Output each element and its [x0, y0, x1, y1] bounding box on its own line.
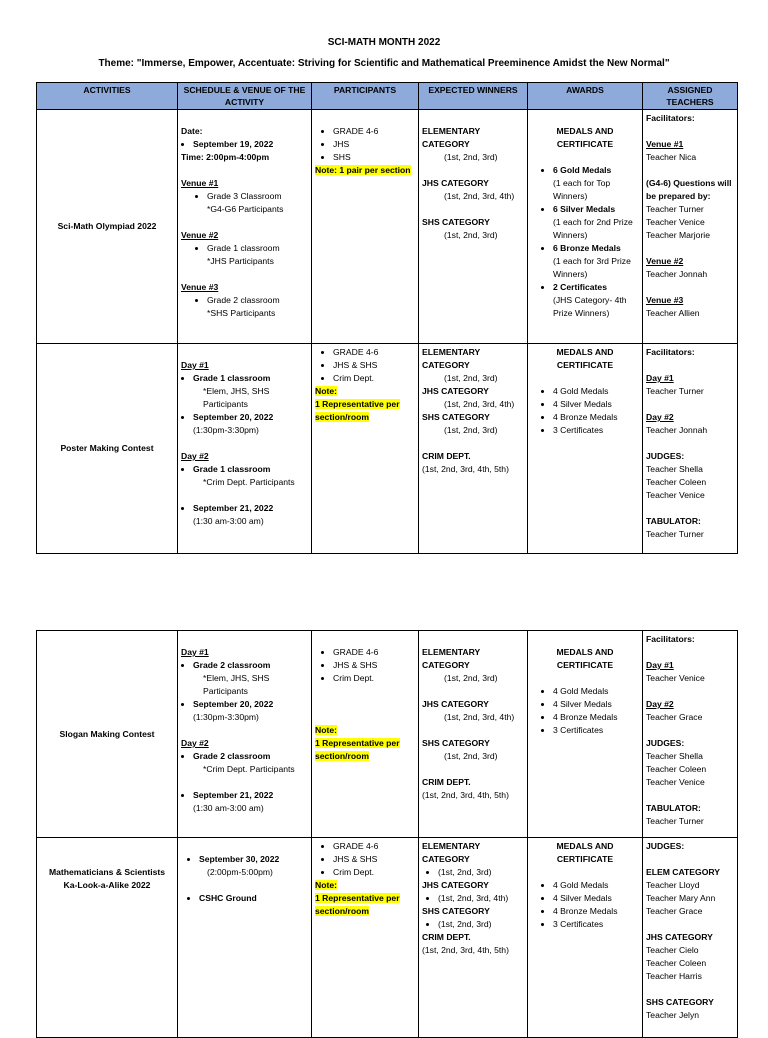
winner-category: CRIM DEPT.: [422, 777, 471, 787]
awards-cell: [528, 838, 643, 1038]
teacher-name: Teacher Venice: [646, 490, 705, 500]
facilitators-label: Facilitators:: [646, 113, 695, 123]
day-date: • September 21, 2022: [193, 789, 308, 802]
day-time: (1:30pm-3:30pm): [193, 425, 259, 435]
award-item: • 4 Bronze Medals: [553, 711, 639, 724]
teacher-name: Teacher Shella: [646, 464, 703, 474]
teacher-name: Teacher Lloyd: [646, 880, 700, 890]
teachers-cell: [643, 110, 738, 344]
winner-ranks: • (1st, 2nd, 3rd, 4th): [438, 892, 524, 905]
expected-winners-cell: [419, 344, 528, 554]
winner-category: CRIM DEPT.: [422, 451, 471, 461]
winner-ranks: (1st, 2nd, 3rd): [444, 673, 498, 683]
award-item: • 4 Gold Medals: [553, 685, 639, 698]
expected-winners-cell: [419, 838, 528, 1038]
table-row: [37, 838, 738, 1038]
note-label: Note:: [315, 880, 337, 890]
participant-group: • Crim Dept.: [333, 866, 415, 879]
teachers-cell: [643, 344, 738, 554]
schedule-table-page-2: [36, 630, 738, 1038]
venue-participants: *G4-G6 Participants: [207, 204, 284, 214]
awards-cell: [528, 631, 643, 838]
venue-label: Venue #1: [181, 178, 219, 188]
awards-cell: [528, 110, 643, 344]
winner-ranks: (1st, 2nd, 3rd, 4th): [444, 399, 515, 409]
teacher-name: Teacher Jonnah: [646, 425, 708, 435]
award-item: • 2 Certificates (JHS Category- 4th Prize Winners): [553, 281, 639, 320]
participant-group: • Crim Dept.: [333, 672, 415, 685]
day-place: • Grade 2 classroom: [193, 659, 308, 672]
winner-category: ELEMENTARY CATEGORY: [422, 841, 481, 864]
award-item: • 4 Bronze Medals: [553, 411, 639, 424]
award-item: • 6 Bronze Medals (1 each for 3rd Prize Winners): [553, 242, 639, 281]
winner-category: ELEMENTARY CATEGORY: [422, 647, 481, 670]
venue-place: • Grade 3 Classroom: [207, 190, 308, 203]
winner-category: CRIM DEPT.: [422, 932, 471, 942]
teacher-name: Teacher Turner: [646, 386, 704, 396]
winner-category: JHS CATEGORY: [422, 699, 489, 709]
judges-label: JUDGES:: [646, 451, 685, 461]
header-activities: ACTIVITIES: [37, 83, 178, 110]
day-participants: *Crim Dept. Participants: [203, 477, 295, 487]
teacher-name: Teacher Cielo: [646, 945, 699, 955]
participant-group: • Crim Dept.: [333, 372, 415, 385]
awards-title: MEDALS AND CERTIFICATE: [556, 126, 614, 149]
winner-ranks: (1st, 2nd, 3rd): [444, 230, 498, 240]
teachers-cell: [643, 838, 738, 1038]
venue-place: • Grade 2 classroom: [207, 294, 308, 307]
venue-label: Venue #3: [181, 282, 219, 292]
note-label: Note:: [315, 725, 337, 735]
teacher-name: Teacher Grace: [646, 906, 703, 916]
winner-category: JHS CATEGORY: [422, 386, 489, 396]
winner-category: ELEMENTARY CATEGORY: [422, 347, 481, 370]
award-item: • 4 Bronze Medals: [553, 905, 639, 918]
award-item: • 6 Gold Medals (1 each for Top Winners): [553, 164, 639, 203]
participant-group: • JHS & SHS: [333, 359, 415, 372]
day-date: • September 21, 2022: [193, 502, 308, 515]
winner-ranks: (1st, 2nd, 3rd): [444, 152, 498, 162]
teacher-name: Teacher Coleen: [646, 958, 707, 968]
award-item: • 3 Certificates: [553, 918, 639, 931]
participants-note: 1 Representative per section/room: [315, 738, 400, 761]
winner-category: JHS CATEGORY: [422, 880, 489, 890]
award-item: • 3 Certificates: [553, 424, 639, 437]
award-item: • 4 Silver Medals: [553, 892, 639, 905]
day-label: Day #2: [646, 699, 674, 709]
winner-ranks: (1st, 2nd, 3rd): [444, 425, 498, 435]
day-date: • September 20, 2022: [193, 411, 308, 424]
facilitators-label: Facilitators:: [646, 347, 695, 357]
day-place: • Grade 1 classroom: [193, 463, 308, 476]
winner-category: SHS CATEGORY: [422, 906, 490, 916]
activity-cell: Sci-Math Olympiad 2022: [37, 110, 178, 344]
teacher-name: Teacher Turner: [646, 816, 704, 826]
participant-group: • GRADE 4-6: [333, 840, 415, 853]
award-item: • 6 Silver Medals (1 each for 2nd Prize Winners): [553, 203, 639, 242]
winner-ranks: (1st, 2nd, 3rd, 4th, 5th): [422, 790, 509, 800]
participant-group: • JHS & SHS: [333, 853, 415, 866]
schedule-cell: [178, 110, 312, 344]
activity-cell: Slogan Making Contest: [37, 631, 178, 838]
teacher-name: Teacher Shella: [646, 751, 703, 761]
expected-winners-cell: [419, 110, 528, 344]
activity-cell: Poster Making Contest: [37, 344, 178, 554]
day-label: Day #2: [646, 412, 674, 422]
participant-group: • GRADE 4-6: [333, 646, 415, 659]
header-participants: PARTICIPANTS: [312, 83, 419, 110]
day-label: Day #1: [181, 647, 209, 657]
day-label: Day #2: [181, 451, 209, 461]
winner-ranks: (1st, 2nd, 3rd, 4th): [444, 191, 515, 201]
category-label: JHS CATEGORY: [646, 932, 713, 942]
venue-label: Venue #3: [646, 295, 684, 305]
schedule-date: • September 19, 2022: [193, 138, 308, 151]
participants-cell: [312, 631, 419, 838]
teacher-name: Teacher Coleen: [646, 764, 707, 774]
day-label: Day #1: [646, 660, 674, 670]
day-participants: *Elem, JHS, SHS Participants: [203, 386, 270, 409]
winner-category: ELEMENTARY CATEGORY: [422, 126, 481, 149]
venue-label: Venue #2: [646, 256, 684, 266]
participants-cell: [312, 110, 419, 344]
day-time: (1:30 am-3:00 am): [193, 516, 264, 526]
schedule-cell: [178, 838, 312, 1038]
day-participants: *Elem, JHS, SHS Participants: [203, 673, 270, 696]
expected-winners-cell: [419, 631, 528, 838]
venue-label: Venue #1: [646, 139, 684, 149]
teacher-name: Teacher Coleen: [646, 477, 707, 487]
table-header-row: [37, 83, 738, 110]
day-date: • September 20, 2022: [193, 698, 308, 711]
venue-place: • Grade 1 classroom: [207, 242, 308, 255]
day-label: Day #1: [646, 373, 674, 383]
participant-group: • GRADE 4-6: [333, 125, 415, 138]
participant-group: • JHS: [333, 138, 415, 151]
table-row: [37, 344, 738, 554]
table-row: [37, 110, 738, 344]
tabulator-label: TABULATOR:: [646, 516, 701, 526]
schedule-table-page-1: [36, 82, 738, 554]
facilitators-label: Facilitators:: [646, 634, 695, 644]
teacher-name: Teacher Allien: [646, 308, 700, 318]
award-item: • 4 Silver Medals: [553, 698, 639, 711]
document-theme: Theme: "Immerse, Empower, Accentuate: Striving for Scientific and Mathematical Preeminence Amidst the New Normal": [98, 58, 670, 69]
teacher-name: Teacher Venice: [646, 217, 705, 227]
winner-ranks: • (1st, 2nd, 3rd): [438, 866, 524, 879]
day-place: • Grade 2 classroom: [193, 750, 308, 763]
table-row: [37, 631, 738, 838]
winner-ranks: (1st, 2nd, 3rd, 4th): [444, 712, 515, 722]
schedule-cell: [178, 631, 312, 838]
awards-title: MEDALS AND CERTIFICATE: [556, 347, 614, 370]
judges-label: JUDGES:: [646, 841, 685, 851]
teacher-name: Teacher Jelyn: [646, 1010, 700, 1020]
winner-category: SHS CATEGORY: [422, 217, 490, 227]
awards-cell: [528, 344, 643, 554]
participant-group: • GRADE 4-6: [333, 346, 415, 359]
day-participants: *Crim Dept. Participants: [203, 764, 295, 774]
winner-ranks: (1st, 2nd, 3rd): [444, 751, 498, 761]
winner-ranks: (1st, 2nd, 3rd, 4th, 5th): [422, 464, 509, 474]
day-time: (1:30 am-3:00 am): [193, 803, 264, 813]
participants-note: 1 Representative per section/room: [315, 893, 400, 916]
award-item: • 4 Gold Medals: [553, 879, 639, 892]
venue-participants: *SHS Participants: [207, 308, 276, 318]
teacher-name: Teacher Jonnah: [646, 269, 708, 279]
award-item: • 4 Silver Medals: [553, 398, 639, 411]
tabulator-label: TABULATOR:: [646, 803, 701, 813]
award-item: • 3 Certificates: [553, 724, 639, 737]
venue-participants: *JHS Participants: [207, 256, 274, 266]
winner-category: SHS CATEGORY: [422, 738, 490, 748]
questions-note: (G4-6) Questions will be prepared by:: [646, 178, 732, 201]
judges-label: JUDGES:: [646, 738, 685, 748]
awards-title: MEDALS AND CERTIFICATE: [556, 841, 614, 864]
teacher-name: Teacher Venice: [646, 777, 705, 787]
note-label: Note:: [315, 386, 337, 396]
date-label: Date:: [181, 126, 203, 136]
participants-note: 1 Representative per section/room: [315, 399, 400, 422]
teacher-name: Teacher Venice: [646, 673, 705, 683]
activity-cell: Mathematicians & Scientists Ka-Look-a-Alike 2022: [37, 838, 178, 1038]
venue-label: Venue #2: [181, 230, 219, 240]
winner-category: SHS CATEGORY: [422, 412, 490, 422]
schedule-time: Time: 2:00pm-4:00pm: [181, 152, 270, 162]
header-awards: AWARDS: [528, 83, 643, 110]
schedule-cell: [178, 344, 312, 554]
participants-cell: [312, 344, 419, 554]
participant-group: • JHS & SHS: [333, 659, 415, 672]
winner-ranks: (1st, 2nd, 3rd): [444, 373, 498, 383]
teacher-name: Teacher Nica: [646, 152, 697, 162]
schedule-time: (2:00pm-5:00pm): [207, 867, 273, 877]
award-item: • 4 Gold Medals: [553, 385, 639, 398]
teacher-name: Teacher Grace: [646, 712, 703, 722]
winner-category: JHS CATEGORY: [422, 178, 489, 188]
participants-cell: [312, 838, 419, 1038]
teacher-name: Teacher Turner: [646, 204, 704, 214]
winner-ranks: • (1st, 2nd, 3rd): [438, 918, 524, 931]
document-title: SCI-MATH MONTH 2022: [327, 37, 441, 48]
awards-title: MEDALS AND CERTIFICATE: [556, 647, 614, 670]
winner-ranks: (1st, 2nd, 3rd, 4th, 5th): [422, 945, 509, 955]
category-label: ELEM CATEGORY: [646, 867, 721, 877]
teacher-name: Teacher Turner: [646, 529, 704, 539]
day-time: (1:30pm-3:30pm): [193, 712, 259, 722]
teacher-name: Teacher Mary Ann: [646, 893, 716, 903]
schedule-date: • September 30, 2022: [199, 853, 308, 866]
teachers-cell: [643, 631, 738, 838]
teacher-name: Teacher Harris: [646, 971, 702, 981]
day-place: • Grade 1 classroom: [193, 372, 308, 385]
schedule-venue: • CSHC Ground: [199, 892, 308, 905]
header-schedule: SCHEDULE & VENUE OF THE ACTIVITY: [178, 83, 312, 110]
header-assigned-teachers: ASSIGNED TEACHERS: [643, 83, 738, 110]
day-label: Day #1: [181, 360, 209, 370]
participant-group: • SHS: [333, 151, 415, 164]
day-label: Day #2: [181, 738, 209, 748]
header-expected-winners: EXPECTED WINNERS: [419, 83, 528, 110]
teacher-name: Teacher Marjorie: [646, 230, 710, 240]
participants-note: Note: 1 pair per section: [315, 165, 411, 175]
category-label: SHS CATEGORY: [646, 997, 714, 1007]
